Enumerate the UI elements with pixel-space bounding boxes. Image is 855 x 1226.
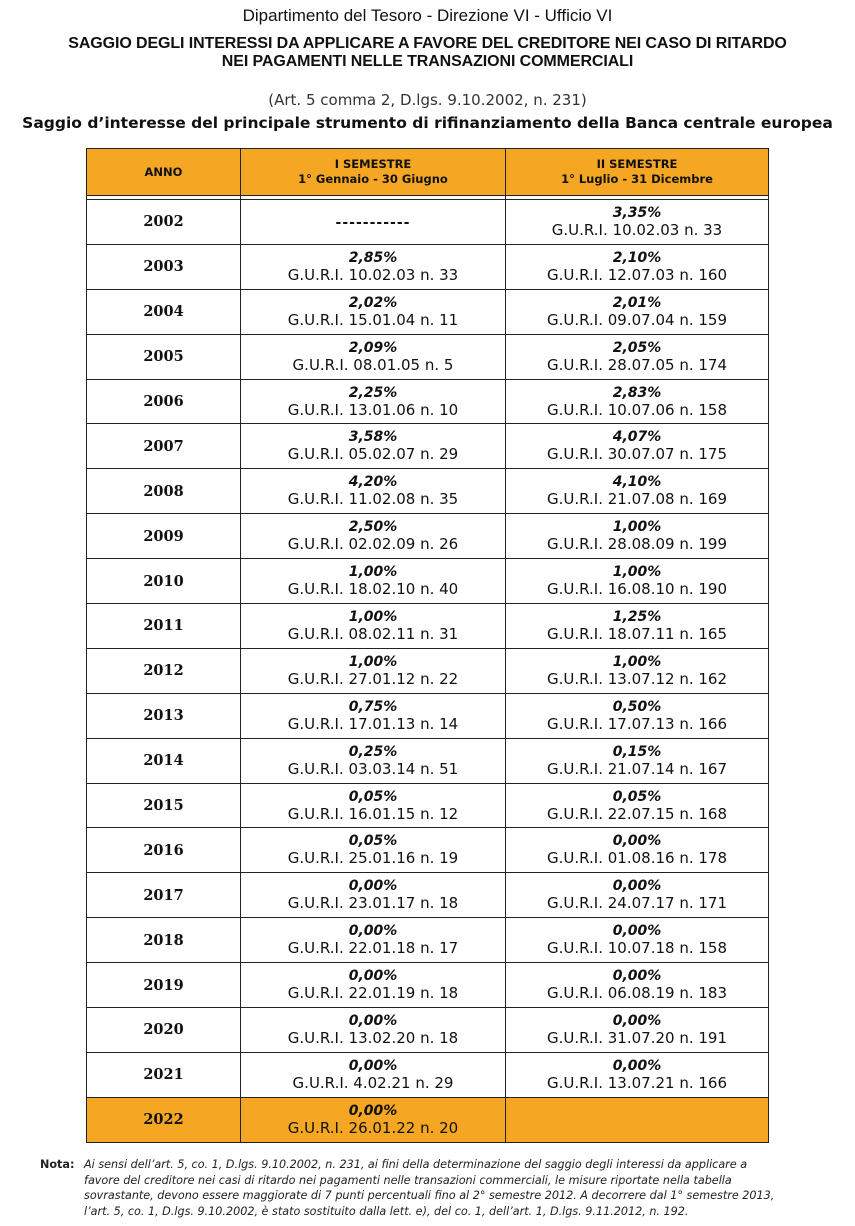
gazette-reference: G.U.R.I. 25.01.16 n. 19 (287, 849, 459, 868)
semester-1-title: I SEMESTRE (334, 157, 412, 171)
year-cell: 2018 (87, 918, 241, 963)
semester-1-cell (241, 424, 506, 469)
gazette-reference: G.U.R.I. 10.07.18 n. 158 (547, 939, 727, 958)
rate-value: 2,10% (612, 249, 662, 266)
rate-value: 2,25% (348, 384, 398, 401)
gazette-reference: G.U.R.I. 22.01.19 n. 18 (287, 984, 459, 1003)
table-row (87, 1097, 769, 1142)
semester-1-cell (241, 738, 506, 783)
department-heading: Dipartimento del Tesoro - Direzione VI - Ufficio VI (242, 6, 613, 25)
gazette-reference: G.U.R.I. 30.07.07 n. 175 (547, 445, 727, 464)
rate-value: 2,05% (612, 339, 662, 356)
rate-value: 4,20% (348, 474, 398, 491)
semester-2-title: II SEMESTRE (596, 157, 678, 171)
gazette-reference: G.U.R.I. 31.07.20 n. 191 (547, 1028, 727, 1047)
gazette-reference: G.U.R.I. 13.07.12 n. 162 (547, 669, 727, 688)
table-row (87, 379, 769, 424)
gazette-reference: G.U.R.I. 18.07.11 n. 165 (547, 624, 727, 643)
semester-2-cell (506, 604, 769, 649)
year-cell: 2016 (87, 828, 241, 873)
gazette-reference: G.U.R.I. 01.08.16 n. 178 (547, 849, 727, 868)
gazette-reference: G.U.R.I. 18.02.10 n. 40 (287, 580, 459, 599)
rate-value: 2,83% (612, 384, 662, 401)
rate-value: 2,50% (348, 519, 398, 536)
gazette-reference: G.U.R.I. 05.02.07 n. 29 (287, 445, 459, 464)
year-cell: 2021 (87, 1052, 241, 1097)
rate-value: 1,00% (348, 653, 398, 670)
table-row (87, 693, 769, 738)
semester-2-cell (506, 424, 769, 469)
semester-2-cell (506, 963, 769, 1008)
year-cell: 2015 (87, 783, 241, 828)
semester-1-cell (241, 1052, 506, 1097)
gazette-reference: G.U.R.I. 21.07.14 n. 167 (547, 759, 727, 778)
rate-value: 0,05% (348, 833, 398, 850)
table-row (87, 469, 769, 514)
table-row (87, 963, 769, 1008)
gazette-reference: G.U.R.I. 23.01.17 n. 18 (287, 894, 459, 913)
table-row (87, 828, 769, 873)
semester-1-cell (241, 334, 506, 379)
semester-1-cell (241, 514, 506, 559)
gazette-reference: G.U.R.I. 16.08.10 n. 190 (547, 580, 727, 599)
semester-1-cell (241, 604, 506, 649)
table-row (87, 424, 769, 469)
semester-1-cell (241, 648, 506, 693)
title-line-2: NEI PAGAMENTI NELLE TRANSAZIONI COMMERCIALI (221, 53, 634, 70)
rate-value: 0,00% (612, 923, 662, 940)
semester-2-cell (506, 693, 769, 738)
year-cell: 2012 (87, 648, 241, 693)
rate-value: 1,00% (612, 653, 662, 670)
rate-value: 0,25% (348, 743, 398, 760)
table-body (87, 200, 769, 1143)
rate-value: 2,02% (348, 294, 398, 311)
table-row (87, 738, 769, 783)
rate-value: 1,25% (612, 608, 662, 625)
gazette-reference: G.U.R.I. 17.07.13 n. 166 (547, 714, 727, 733)
semester-1-cell (241, 918, 506, 963)
gazette-reference: G.U.R.I. 27.01.12 n. 22 (287, 669, 459, 688)
table-row (87, 918, 769, 963)
gazette-reference: G.U.R.I. 26.01.22 n. 20 (287, 1118, 459, 1137)
gazette-reference: G.U.R.I. 15.01.04 n. 11 (287, 310, 459, 329)
rate-value: 1,00% (612, 519, 662, 536)
year-cell: 2014 (87, 738, 241, 783)
rate-value: 0,50% (612, 698, 662, 715)
semester-2-cell (506, 873, 769, 918)
rate-value: 3,35% (612, 204, 662, 221)
gazette-reference: G.U.R.I. 10.07.06 n. 158 (547, 400, 727, 419)
gazette-reference: G.U.R.I. 11.02.08 n. 35 (287, 490, 459, 509)
semester-2-cell (506, 1052, 769, 1097)
rate-value: 1,00% (348, 608, 398, 625)
rate-value: 0,00% (348, 1057, 398, 1074)
gazette-reference: G.U.R.I. 06.08.19 n. 183 (547, 984, 727, 1003)
year-cell: 2002 (87, 200, 241, 245)
column-header-semester-2 (506, 149, 769, 196)
legal-reference: (Art. 5 comma 2, D.lgs. 9.10.2002, n. 231) (268, 91, 587, 109)
table-row (87, 200, 769, 245)
document-title (0, 35, 855, 71)
year-cell: 2011 (87, 604, 241, 649)
document-subtitle: Saggio d’interesse del principale strumento di rifinanziamento della Banca centrale europea (22, 114, 833, 132)
semester-2-cell (506, 200, 769, 245)
rate-value: 0,75% (348, 698, 398, 715)
semester-1-cell (241, 783, 506, 828)
footnote-label: Nota: (40, 1158, 75, 1171)
table-row (87, 873, 769, 918)
gazette-reference: G.U.R.I. 08.01.05 n. 5 (292, 355, 454, 374)
table-row (87, 604, 769, 649)
rate-value: 0,15% (612, 743, 662, 760)
semester-2-cell (506, 334, 769, 379)
year-cell: 2009 (87, 514, 241, 559)
gazette-reference: G.U.R.I. 28.07.05 n. 174 (547, 355, 727, 374)
semester-2-cell (506, 648, 769, 693)
footnote-text: Ai sensi dell’art. 5, co. 1, D.lgs. 9.10.2002, n. 231, ai fini della determinazione del saggio degli interessi da applicare a favore del creditore nei casi di ritardo nei pagamenti nelle transazioni commerciali, le misure riportate nella tabella sovrastante, devono essere maggiorate di 7 punti percentuali fino al 2° semestre 2012. A decorrere dal 1° semestre 2013, l’art. 5, co. 1, D.lgs. 9.10.2002, è stato sostituito dalla lett. e), del co. 1, dell’art. 1, D.lgs. 9.11.2012, n. 192. (84, 1158, 775, 1218)
semester-1-cell (241, 873, 506, 918)
table-row (87, 559, 769, 604)
semester-2-cell (506, 783, 769, 828)
semester-2-cell (506, 559, 769, 604)
semester-2-cell (506, 379, 769, 424)
footnote (40, 1157, 780, 1219)
gazette-reference: G.U.R.I. 09.07.04 n. 159 (547, 310, 727, 329)
rate-value: 0,00% (612, 1057, 662, 1074)
semester-1-cell (241, 963, 506, 1008)
year-cell: 2008 (87, 469, 241, 514)
rate-value: 1,00% (612, 564, 662, 581)
table-row (87, 514, 769, 559)
gazette-reference: G.U.R.I. 13.01.06 n. 10 (287, 400, 459, 419)
gazette-reference: G.U.R.I. 10.02.03 n. 33 (551, 220, 723, 239)
table-row (87, 244, 769, 289)
rate-value: 0,00% (348, 1102, 398, 1119)
empty-placeholder: ----------- (335, 215, 411, 232)
semester-2-cell (506, 244, 769, 289)
semester-2-cell (506, 738, 769, 783)
gazette-reference: G.U.R.I. 03.03.14 n. 51 (287, 759, 459, 778)
table-row (87, 1052, 769, 1097)
semester-1-cell (241, 379, 506, 424)
semester-1-cell (241, 1008, 506, 1053)
rate-value: 0,00% (348, 878, 398, 895)
semester-1-cell (241, 289, 506, 334)
gazette-reference: G.U.R.I. 08.02.11 n. 31 (287, 624, 459, 643)
year-cell: 2005 (87, 334, 241, 379)
rate-value: 2,01% (612, 294, 662, 311)
semester-2-cell (506, 469, 769, 514)
semester-2-cell (506, 918, 769, 963)
year-cell: 2013 (87, 693, 241, 738)
semester-1-cell (241, 693, 506, 738)
column-header-semester-1 (241, 149, 506, 196)
semester-1-cell (241, 1097, 506, 1142)
gazette-reference: G.U.R.I. 13.07.21 n. 166 (547, 1073, 727, 1092)
gazette-reference: G.U.R.I. 21.07.08 n. 169 (547, 490, 727, 509)
gazette-reference: G.U.R.I. 17.01.13 n. 14 (287, 714, 459, 733)
year-cell: 2007 (87, 424, 241, 469)
semester-2-cell (506, 1008, 769, 1053)
gazette-reference: G.U.R.I. 24.07.17 n. 171 (547, 894, 727, 913)
title-line-1: SAGGIO DEGLI INTERESSI DA APPLICARE A FAVORE DEL CREDITORE NEI CASO DI RITARDO (68, 35, 787, 52)
gazette-reference: G.U.R.I. 4.02.21 n. 29 (292, 1073, 454, 1092)
column-header-year: ANNO (87, 149, 241, 196)
rate-value: 1,00% (348, 564, 398, 581)
rate-value: 0,00% (612, 878, 662, 895)
semester-2-cell (506, 1097, 769, 1142)
year-cell: 2003 (87, 244, 241, 289)
gazette-reference: G.U.R.I. 12.07.03 n. 160 (547, 265, 727, 284)
table-row (87, 289, 769, 334)
year-cell: 2006 (87, 379, 241, 424)
interest-rates-table (86, 148, 769, 1143)
rate-value: 4,07% (612, 429, 662, 446)
semester-1-cell (241, 559, 506, 604)
rate-value: 0,05% (612, 788, 662, 805)
gazette-reference: G.U.R.I. 22.01.18 n. 17 (287, 939, 459, 958)
semester-1-cell (241, 469, 506, 514)
semester-2-cell (506, 828, 769, 873)
semester-2-cell (506, 289, 769, 334)
year-cell: 2010 (87, 559, 241, 604)
gazette-reference: G.U.R.I. 28.08.09 n. 199 (547, 535, 727, 554)
table-row (87, 1008, 769, 1053)
rate-value: 0,00% (348, 968, 398, 985)
rate-value: 4,10% (612, 474, 662, 491)
year-cell: 2020 (87, 1008, 241, 1053)
gazette-reference: G.U.R.I. 13.02.20 n. 18 (287, 1028, 459, 1047)
year-cell: 2019 (87, 963, 241, 1008)
semester-1-cell (241, 200, 506, 245)
table-row (87, 334, 769, 379)
gazette-reference: G.U.R.I. 10.02.03 n. 33 (287, 265, 459, 284)
rate-value: 0,05% (348, 788, 398, 805)
gazette-reference: G.U.R.I. 02.02.09 n. 26 (287, 535, 459, 554)
semester-2-range: 1° Luglio - 31 Dicembre (561, 172, 713, 186)
table-row (87, 648, 769, 693)
semester-1-cell (241, 828, 506, 873)
semester-1-range: 1° Gennaio - 30 Giugno (298, 172, 448, 186)
rate-value: 2,09% (348, 339, 398, 356)
semester-1-cell (241, 244, 506, 289)
rate-value: 2,85% (348, 249, 398, 266)
year-cell: 2017 (87, 873, 241, 918)
table-row (87, 783, 769, 828)
rate-value: 0,00% (348, 1012, 398, 1029)
gazette-reference: G.U.R.I. 22.07.15 n. 168 (547, 804, 727, 823)
rate-value: 0,00% (612, 833, 662, 850)
gazette-reference: G.U.R.I. 16.01.15 n. 12 (287, 804, 459, 823)
rate-value: 0,00% (348, 923, 398, 940)
rate-value: 3,58% (348, 429, 398, 446)
year-cell: 2022 (87, 1097, 241, 1142)
table-header-row (87, 149, 769, 196)
rate-value: 0,00% (612, 1012, 662, 1029)
semester-2-cell (506, 514, 769, 559)
year-cell: 2004 (87, 289, 241, 334)
rate-value: 0,00% (612, 968, 662, 985)
